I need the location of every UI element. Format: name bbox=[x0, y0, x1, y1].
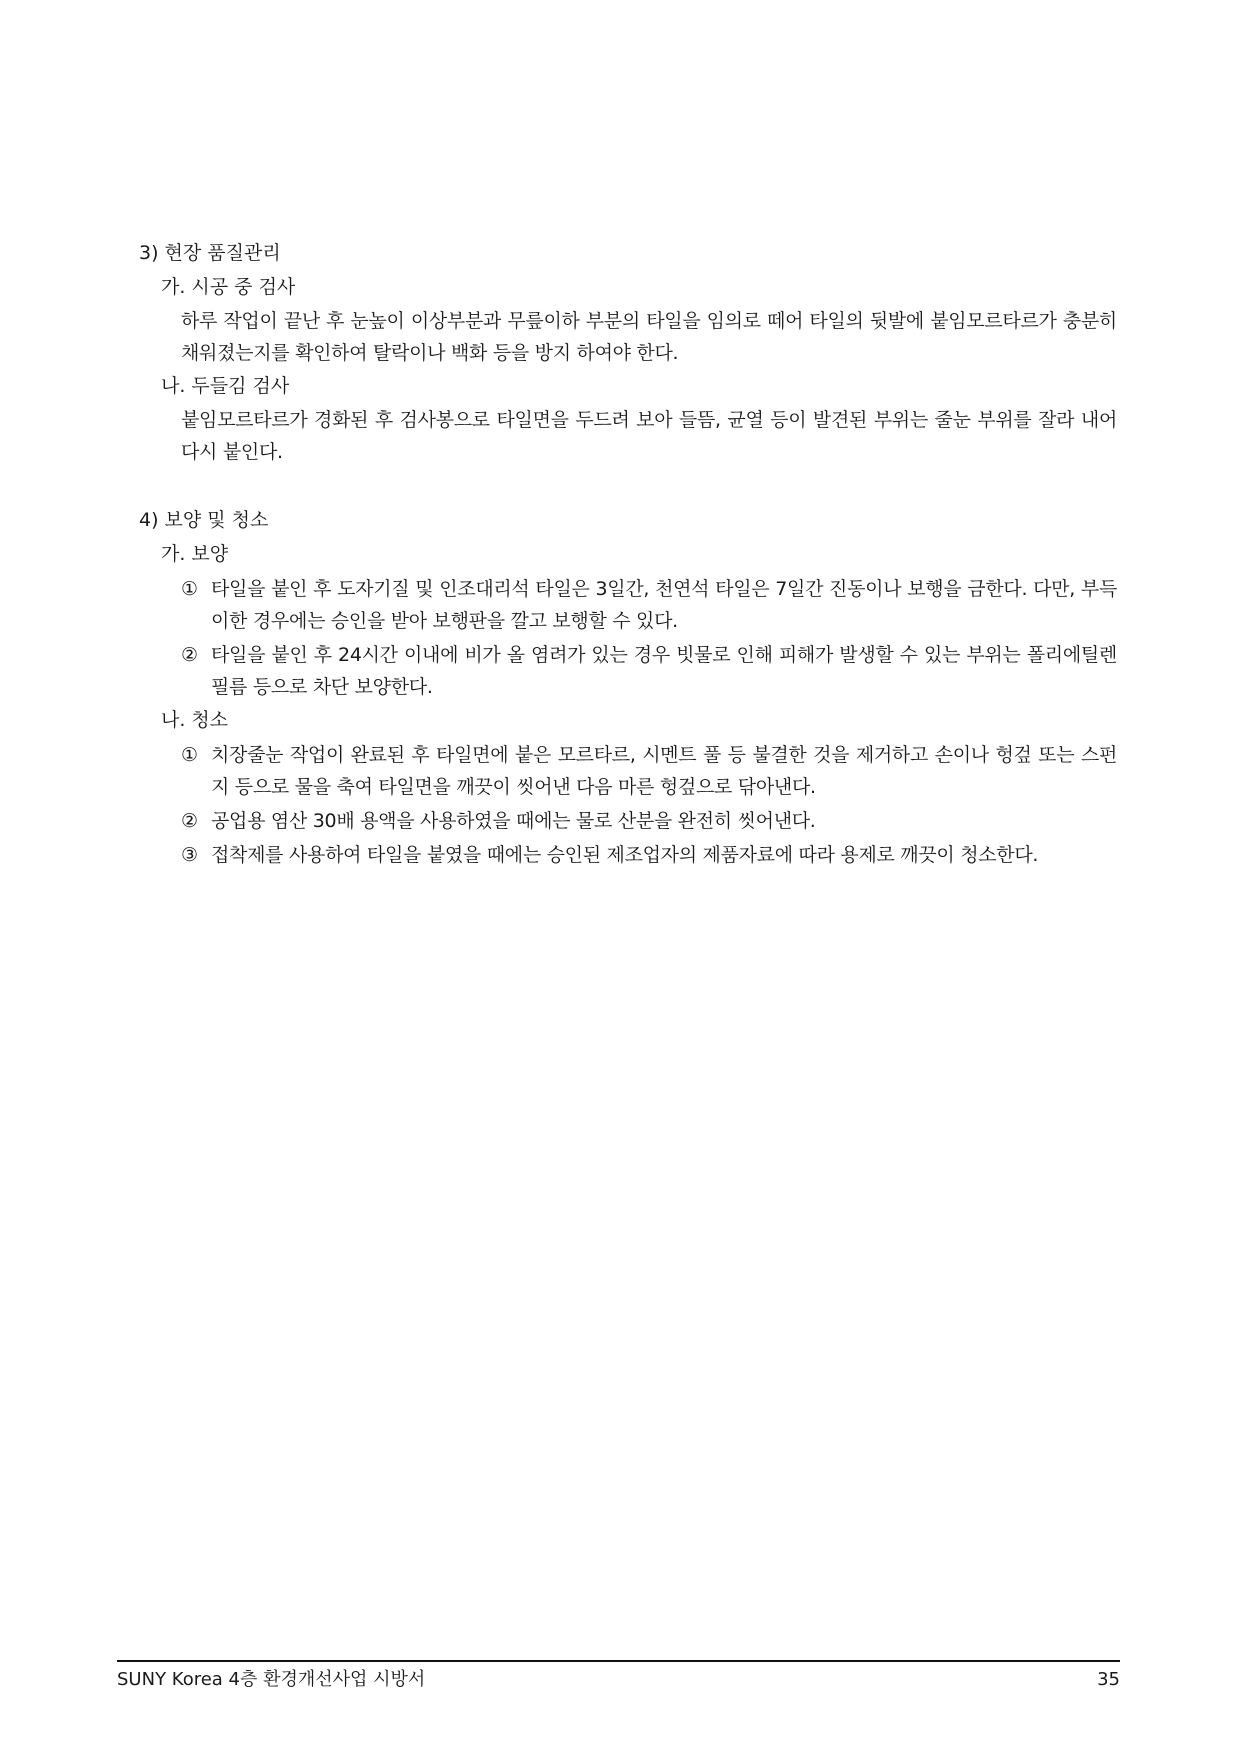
list-text: 타일을 붙인 후 도자기질 및 인조대리석 타일은 3일간, 천연석 타일은 7일간 진동이나 보행을 금한다. 다만, 부득이한 경우에는 승인을 받아 보행판을 깔고 보행할 수 있다. bbox=[211, 578, 1117, 632]
footer-page-number: 35 bbox=[1097, 1669, 1120, 1690]
list-item-curing-1 bbox=[181, 573, 1117, 637]
list-item-cleaning-2 bbox=[181, 805, 1117, 837]
footer-document-title: SUNY Korea 4층 환경개선사업 시방서 bbox=[117, 1669, 426, 1690]
list-number: ① bbox=[181, 744, 198, 766]
list-text: 치장줄눈 작업이 완료된 후 타일면에 붙은 모르타르, 시멘트 풀 등 불결한 것을 제거하고 손이나 헝겊 또는 스펀지 등으로 물을 축여 타일면을 깨끗이 씻어낸 다음 마른 헝겊으로 닦아낸다. bbox=[211, 744, 1117, 798]
list-text: 타일을 붙인 후 24시간 이내에 비가 올 염려가 있는 경우 빗물로 인해 피해가 발생할 수 있는 부위는 폴리에틸렌 필름 등으로 차단 보양한다. bbox=[211, 644, 1117, 698]
subsection-heading-curing: 가. 보양 bbox=[161, 543, 229, 565]
list-item-cleaning-3 bbox=[181, 839, 1117, 871]
list-number: ① bbox=[181, 578, 198, 600]
list-number: ② bbox=[181, 810, 198, 832]
list-number: ③ bbox=[181, 844, 198, 866]
section-heading-quality-control: 3) 현장 품질관리 bbox=[139, 242, 281, 264]
list-item-cleaning-1 bbox=[181, 739, 1117, 803]
subsection-heading-cleaning: 나. 청소 bbox=[161, 709, 229, 731]
list-text: 공업용 염산 30배 용액을 사용하였을 때에는 물로 산분을 완전히 씻어낸다. bbox=[211, 810, 816, 832]
subsection-heading-tapping-inspection: 나. 두들김 검사 bbox=[161, 375, 290, 397]
list-number: ② bbox=[181, 644, 198, 666]
list-text: 접착제를 사용하여 타일을 붙였을 때에는 승인된 제조업자의 제품자료에 따라 용제로 깨끗이 청소한다. bbox=[211, 844, 1039, 866]
paragraph-tapping-inspection: 붙임모르타르가 경화된 후 검사봉으로 타일면을 두드려 보아 들뜸, 균열 등이 발견된 부위는 줄눈 부위를 잘라 내어 다시 붙인다. bbox=[181, 409, 1117, 463]
footer-divider bbox=[117, 1660, 1120, 1662]
section-heading-curing-cleaning: 4) 보양 및 청소 bbox=[139, 509, 269, 531]
paragraph-construction-inspection: 하루 작업이 끝난 후 눈높이 이상부분과 무릎이하 부분의 타일을 임의로 떼어 타일의 뒷발에 붙임모르타르가 충분히 채워졌는지를 확인하여 탈락이나 백화 등을 방지 하여야 한다. bbox=[181, 310, 1117, 364]
subsection-heading-construction-inspection: 가. 시공 중 검사 bbox=[161, 276, 296, 298]
list-item-curing-2 bbox=[181, 639, 1117, 703]
